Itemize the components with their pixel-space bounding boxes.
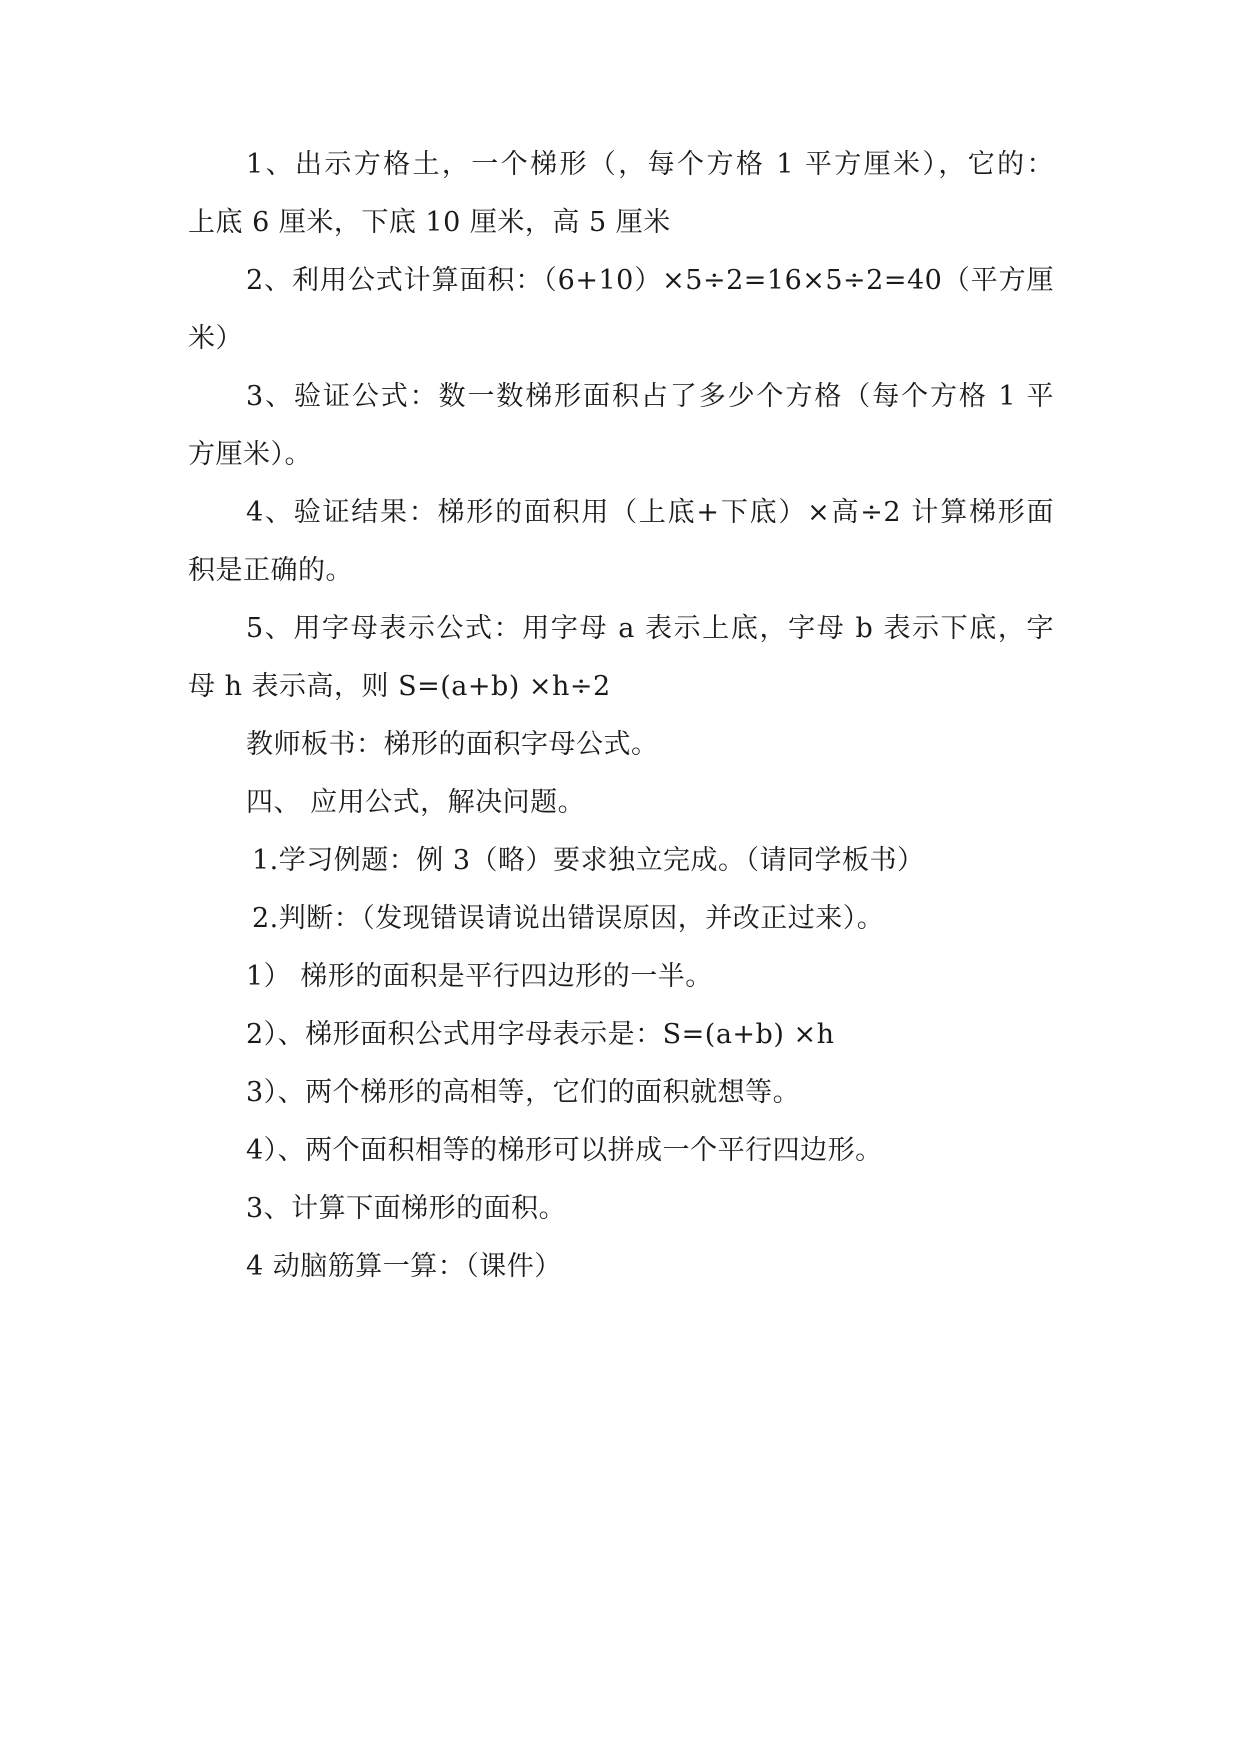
paragraph-2-line-1: 2、利用公式计算面积：（6+10）×5÷2=16×5÷2=40（平方厘	[246, 265, 1054, 296]
judgement-item: 2.判断：（发现错误请说出错误原因，并改正过来）。	[252, 903, 885, 934]
judgement-statement-2: 2）、梯形面积公式用字母表示是：S=(a+b) ×h	[246, 1019, 835, 1050]
judgement-statement-3: 3）、两个梯形的高相等，它们的面积就想等。	[246, 1077, 801, 1108]
paragraph-1-line-1: 1、出示方格土，一个梯形（，每个方格 1 平方厘米），它的：	[246, 149, 1054, 180]
brain-teaser-item: 4 动脑筋算一算：（课件）	[246, 1251, 562, 1282]
paragraph-3-line-2: 方厘米）。	[188, 439, 312, 470]
paragraph-5-line-2: 母 h 表示高，则 S=(a+b) ×h÷2	[188, 671, 611, 702]
example-item: 1.学习例题：例 3（略）要求独立完成。（请同学板书）	[252, 845, 925, 876]
section-heading-four: 四、 应用公式，解决问题。	[246, 787, 586, 818]
paragraph-4-line-1: 4、验证结果：梯形的面积用（上底+下底）×高÷2 计算梯形面	[246, 497, 1054, 528]
paragraph-5-line-1: 5、用字母表示公式：用字母 a 表示上底，字母 b 表示下底，字	[246, 613, 1054, 644]
judgement-statement-1: 1） 梯形的面积是平行四边形的一半。	[246, 961, 713, 992]
paragraph-3-line-1: 3、验证公式：数一数梯形面积占了多少个方格（每个方格 1 平	[246, 381, 1054, 412]
calculation-item: 3、计算下面梯形的面积。	[246, 1193, 567, 1224]
teacher-board-note: 教师板书：梯形的面积字母公式。	[246, 729, 659, 760]
judgement-statement-4: 4）、两个面积相等的梯形可以拼成一个平行四边形。	[246, 1135, 883, 1166]
paragraph-1-line-2: 上底 6 厘米，下底 10 厘米，高 5 厘米	[188, 207, 671, 238]
paragraph-2-line-2: 米）	[188, 323, 243, 354]
paragraph-4-line-2: 积是正确的。	[188, 555, 353, 586]
